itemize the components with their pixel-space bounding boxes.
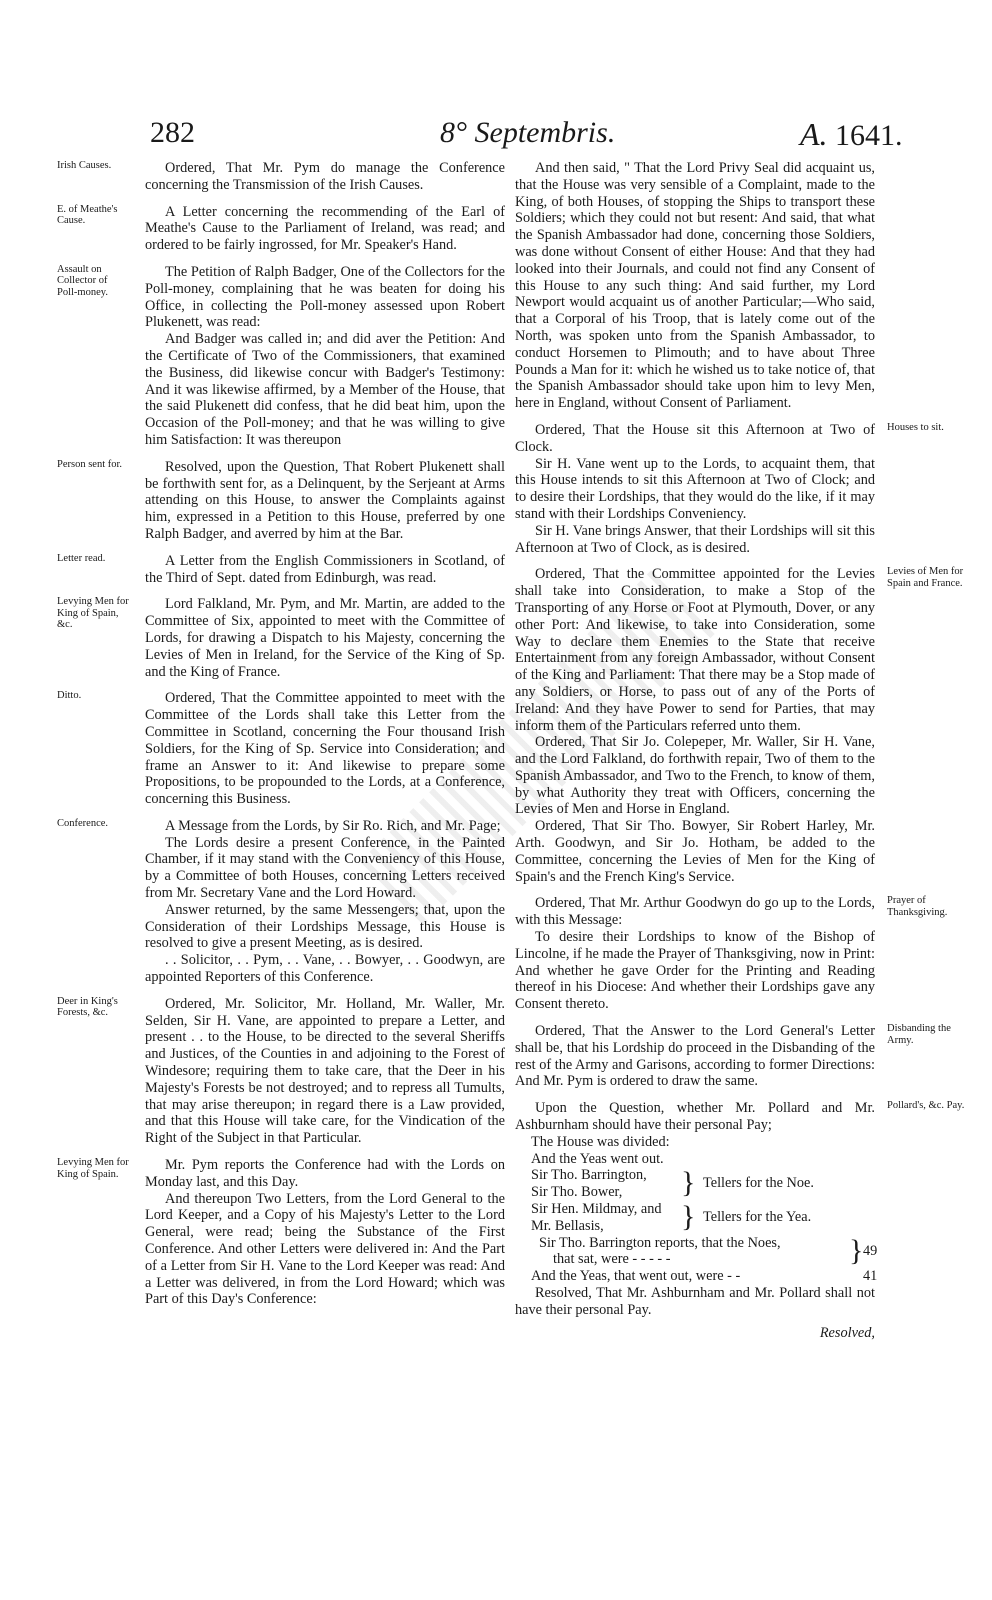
paragraph: Ordered, That the House sit this Afternoon at Two of Clock. [515,421,875,455]
paragraph: A Letter concerning the recommending of the Earl of Meathe's Cause to the Parliament of Ireland, was read; and ordered to be fairly ingrossed, for Mr. Speaker's Hand. [145,203,505,254]
paragraph: Ordered, That Mr. Arthur Goodwyn do go up to the Lords, with this Message: [515,895,875,929]
journal-entry [57,817,505,986]
paragraph: Upon the Question, whether Mr. Pollard and Mr. Ashburnham should have their personal Pay; [515,1100,875,1134]
paragraph: A Message from the Lords, by Sir Ro. Rich, and Mr. Page; [165,817,501,834]
year-prefix: A. [800,116,828,152]
margin-note: Conference. [57,817,109,829]
division-line: And the Yeas went out. [531,1150,664,1167]
paragraph: Answer returned, by the same Messengers; that, upon the Consideration of their Lordships Message, this House is resolved to give a present Meeting, as is desired. [145,901,505,952]
noes-count: 49 [863,1242,878,1259]
margin-note: Assault on Collector of Poll-money. [57,263,108,298]
journal-entry [515,160,875,412]
noes-line: that sat, were - - - - - [553,1251,671,1268]
paragraph: Ordered, That the Committee appointed to meet with the Committee of the Lords shall take this Letter from the Committee in Scotland, concerning the Four thousand Irish Soldiers, for the King of Sp. Service into Consideration; and frame an Answer to it: And likewise to prepare some Propositions, to be propounded to the Lords, at a Conference, concerning this Business. [145,690,505,808]
margin-note: Levying Men for King of Spain. [57,1157,129,1180]
journal-entry [515,566,964,885]
year-value: 1641. [835,119,903,152]
journal-entry [57,263,505,449]
journal-entry [57,596,505,680]
paragraph: Ordered, That Sir Jo. Colepeper, Mr. Waller, Sir H. Vane, and the Lord Falkland, do forthwith repair, Two of them to the Spanish Ambassador, and Two to the French, to know of them, by what Authority they treat with Officers, concerning the Levies of Men and Horse in England. [515,734,875,818]
page-year [800,116,903,153]
margin-note: Ditto. [57,690,82,702]
journal-entry [515,895,948,1013]
paragraph: Resolved, upon the Question, That Robert Plukenett shall be forthwith sent for, as a Delinquent, by the Serjeant at Arms attending on this House, to answer the Complaints against him, expressed in a Petition to this House, preferred by one Ralph Badger, and averred by him at the Bar. [145,458,505,542]
paragraph: Sir H. Vane went up to the Lords, to acquaint them, that this House intends to sit this Afternoon at Two of Clock; and to desire their Lordships, that they would do the like, if it may stand with their Lordships Conveniency. [515,455,875,522]
journal-entry [515,421,944,556]
catchword: Resolved, [819,1324,875,1341]
journal-entry [57,1157,505,1308]
paragraph: . . Solicitor, . . Pym, . . Vane, . . Bowyer, . . Goodwyn, are appointed Reporters of this Conference. [145,952,505,986]
brace: } [681,1166,696,1200]
paragraph: Ordered, That Sir Tho. Bowyer, Sir Robert Harley, Mr. Arth. Goodwyn, and Sir Jo. Hotham, be added to the Committee, concerning the Levies of Men for the King of Spain's and the French King's Service. [515,818,875,885]
margin-note: Prayer of Thanksgiving. [887,895,948,918]
paragraph: Sir H. Vane brings Answer, that their Lordships will sit this Afternoon at Two of Clock, as is desired. [515,522,875,556]
margin-note: Irish Causes. [57,160,112,171]
teller-name: Mr. Bellasis, [531,1217,604,1234]
teller-label: Tellers for the Yea. [703,1209,812,1226]
paragraph: Ordered, Mr. Solicitor, Mr. Holland, Mr. Waller, Mr. Selden, Sir H. Vane, are appointed to prepare a Letter, and present . . to the House, to be directed to the several Sheriffs and Justices, of the Counties in and adjoining to the Forest of Windesore; requiring them to take care, that the Deer in his Majesty's Forests be not destroyed; and to repress all Tumults, that may arise thereupon; in regard there is a Law provided, and that this House will take care, for the Vindication of the Right of the Subject in that Particular. [145,995,505,1147]
noe-tellers-block [531,1167,875,1201]
journal-entry [57,160,505,194]
division-record [515,1133,878,1342]
teller-label: Tellers for the Noe. [703,1175,814,1192]
yeas-report [531,1268,878,1285]
resolution: Resolved, That Mr. Ashburnham and Mr. Pollard shall not have their personal Pay. [515,1285,875,1318]
paragraph: The Petition of Ralph Badger, One of the Collectors for the Poll-money, complaining that he was beaten for doing his Office, in collecting the Poll-money assessed upon Robert Plukenett, was read: [145,263,505,331]
left-column [57,160,505,1318]
division-line: The House was divided: [531,1133,670,1150]
yea-tellers-block [531,1201,875,1235]
paragraph: To desire their Lordships to know of the Bishop of Lincolne, if he made the Prayer of Thanksgiving, now in Print: And whether he gave Order for the Printing and Reading thereof in his Diocese: And whether their Lordships gave any Consent thereto. [515,929,875,1013]
paragraph: Mr. Pym reports the Conference had with the Lords on Monday last, and this Day. [145,1157,505,1190]
yeas-count: 41 [863,1268,878,1285]
brace: } [849,1233,864,1267]
teller-name: Sir Tho. Bower, [531,1184,623,1201]
paragraph: Ordered, That Mr. Pym do manage the Conference concerning the Transmission of the Irish Causes. [145,160,505,193]
brace: } [681,1200,696,1234]
margin-note: Letter read. [57,552,106,564]
margin-note: Pollard's, &c. Pay. [887,1100,965,1112]
margin-note: Deer in King's Forests, &c. [57,995,118,1019]
noes-report [531,1233,878,1269]
margin-note: Person sent for. [57,458,123,470]
yeas-line: And the Yeas, that went out, were - - [531,1268,741,1285]
journal-entry [57,203,505,254]
teller-name: Sir Hen. Mildmay, and [531,1201,662,1218]
noes-line: Sir Tho. Barrington reports, that the Noes, [539,1234,781,1251]
paragraph: And Badger was called in; and did aver the Petition: And the Certificate of Two of the Commissioners, that examined the Business, did likewise concur with Badger's Testimony: And it was likewise affirmed, by a Member of the House, that the said Plukenett did confess, that he did beat him, upon the Occasion of the Poll-money; and that he was willing to give him Satisfaction: It was thereupon [145,331,505,448]
paragraph: And then said, " That the Lord Privy Seal did acquaint us, that the House was very sensible of a Complaint, made to the King, of both Houses, of stopping the Ships to transport these Soldiers; which they could not but resent: And said, that what the Spanish Ambassador had done, concerning those Soldiers, was done without Consent of either House: And that they had looked into their Journals, and could not find any Consent of this House to any such thing: And said further, my Lord Newport would acquaint us of another Particular;—Who said, that a Corporal of his Troop, that is lately come out of the North, was spoken unto from the Spanish Ambassador, to conduct Horsemen to Plimouth; and to have about Three Pounds a Man for it: which he wished us to take notice of, that the Spanish Ambassador should take upon him to levy Men, here in England, without Consent of Parliament. [515,160,875,412]
division-lines [515,1133,878,1285]
journal-entry [57,458,505,543]
page-header [0,100,992,160]
paragraph: Lord Falkland, Mr. Pym, and Mr. Martin, are added to the Committee of Six, appointed to meet with the Committee of Lords, for drawing a Dispatch to his Majesty, concerning the Levies of Men in Ireland, for the Service of the King of Sp. and the King of France. [145,596,505,680]
journal-entry [57,552,505,587]
journal-entry [57,690,505,808]
right-column [515,160,965,1341]
journal-entry [515,1100,965,1134]
margin-note: Disbanding the Army. [887,1023,951,1046]
journal-entry [57,995,505,1147]
paragraph: Ordered, That the Answer to the Lord General's Letter shall be, that his Lordship do proceed in the Disbanding of the rest of the Army and Garisons, according to former Directions: And Mr. Pym is ordered to draw the same. [515,1023,875,1090]
page-date-title: 8° Septembris. [440,116,616,149]
margin-note: Levying Men for King of Spain, &c. [57,596,129,631]
paragraph: The Lords desire a present Conference, in the Painted Chamber, if it may stand with the Conveniency of this House, by a Committee of both Houses, concerning Letters received from Mr. Secretary Vane and the Lord Howard. [145,834,505,902]
teller-name: Sir Tho. Barrington, [531,1167,647,1184]
paragraph: A Letter from the English Commissioners in Scotland, of the Third of Sept. dated from Edinburgh, was read. [145,552,505,586]
paragraph: Ordered, That the Committee appointed for the Levies shall take into Consideration, to make a Stop of the Transporting of any Horse or Foot at Plymouth, Dover, or any other Port: And likewise, to take into Consideration, some Way to declare them Enemies to the State that receive Entertainment from any foreign Ambassador, without Consent of the King and Parliament: That there may be a Stop made of any Soldiers, or Horse, to pass out of any of the Ports of Ireland: And they have Power to send for Parties, that may inform them of the Particulars referred unto them. [515,566,875,734]
paragraph: And thereupon Two Letters, from the Lord General to the Lord Keeper, and a Copy of his Majesty's Letter to the Lord General, were read; being the Substance of the First Conference. And other Letters were delivered in: And the Part of a Letter from Sir H. Vane to the Lord Keeper was read: And a Letter was delivered, in from the Lord Howard; which was Part of this Day's Conference: [145,1190,505,1308]
margin-note: Houses to sit. [887,421,944,433]
margin-note: E. of Meathe's Cause. [57,203,118,227]
page-number: 282 [150,116,195,149]
margin-note: Levies of Men for Spain and France. [887,566,964,589]
journal-entry [515,1023,951,1090]
